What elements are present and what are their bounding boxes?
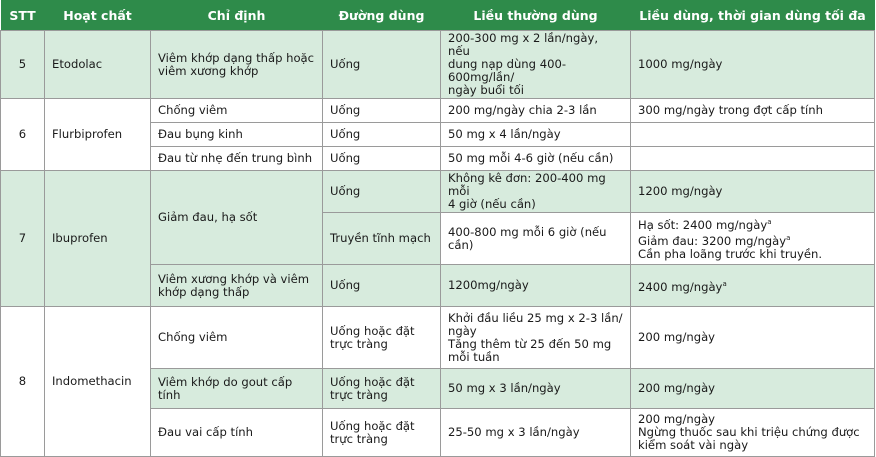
route-cell: Uống: [323, 265, 441, 307]
dose-cell: [441, 31, 631, 99]
text-line: mỗi tuần: [448, 349, 500, 364]
max-dose-cell: 200 mg/ngày: [631, 307, 875, 369]
text-line: [638, 232, 867, 248]
drug-cell: Etodolac: [45, 31, 151, 99]
route-cell: [323, 369, 441, 409]
route-cell: Uống: [323, 99, 441, 123]
text-span: Hạ sốt: 2400 mg/ngày: [638, 218, 768, 232]
max-dose-cell: 300 mg/ngày trong đợt cấp tính: [631, 99, 875, 123]
indication-cell: [151, 31, 323, 99]
text-line: Uống hoặc đặt: [330, 374, 415, 389]
text-span: Giảm đau: 3200 mg/ngày: [638, 233, 787, 248]
header-stt: STT: [1, 0, 45, 31]
route-cell: [323, 307, 441, 369]
dose-cell: [441, 171, 631, 213]
max-dose-cell: [631, 409, 875, 457]
indication-cell: Chống viêm: [151, 307, 323, 369]
indication-cell: Chống viêm: [151, 99, 323, 123]
stt-cell: 5: [1, 31, 45, 99]
text-line: Khởi đầu liều 25 mg x 2-3 lần/: [448, 310, 623, 325]
text-line: viêm xương khớp: [158, 63, 259, 78]
dose-cell: 50 mg mỗi 4-6 giờ (nếu cần): [441, 147, 631, 171]
text-line: Cần pha loãng trước khi truyền.: [638, 246, 823, 261]
text-line: Không kê đơn: 200-400 mg mỗi: [448, 171, 606, 198]
max-dose-cell: 1200 mg/ngày: [631, 171, 875, 213]
text-line: 4 giờ (nếu cần): [448, 197, 536, 211]
text-line: trực tràng: [330, 387, 388, 402]
footnote-mark: a: [786, 234, 791, 242]
max-dose-cell: [631, 265, 875, 307]
header-row: [1, 0, 875, 31]
text-line: ngày: [448, 323, 477, 338]
route-cell: Uống: [323, 123, 441, 147]
table-row: [1, 171, 875, 213]
route-cell: Uống: [323, 171, 441, 213]
drug-cell: Indomethacin: [45, 307, 151, 457]
dose-cell: 50 mg x 3 lần/ngày: [441, 369, 631, 409]
text-line: 200-300 mg x 2 lần/ngày, nếu: [448, 31, 599, 58]
dose-cell: 200 mg/ngày chia 2-3 lần: [441, 99, 631, 123]
header-route: Đường dùng: [323, 0, 441, 31]
header-max-dose: Liều dùng, thời gian dùng tối đa: [631, 0, 875, 31]
indication-cell: Viêm khớp do gout cấp tính: [151, 369, 323, 409]
stt-cell: 8: [1, 307, 45, 457]
header-active-ingredient: Hoạt chất: [45, 0, 151, 31]
max-dose-cell: 1000 mg/ngày: [631, 31, 875, 99]
text-line: 200 mg/ngày: [638, 412, 716, 426]
text-line: dung nạp dùng 400-600mg/lần/: [448, 57, 567, 84]
text-line: ngày buổi tối: [448, 83, 524, 97]
dose-cell: 25-50 mg x 3 lần/ngày: [441, 409, 631, 457]
text-line: 400-800 mg mỗi 6 giờ (nếu: [448, 224, 607, 239]
dose-cell: [441, 213, 631, 265]
table-row: [1, 307, 875, 369]
indication-cell: [151, 265, 323, 307]
text-line: trực tràng: [330, 431, 388, 446]
text-line: Tăng thêm từ 25 đến 50 mg: [448, 336, 612, 351]
indication-cell: Đau bụng kinh: [151, 123, 323, 147]
text-line: Uống hoặc đặt: [330, 418, 415, 433]
max-dose-cell: [631, 123, 875, 147]
route-cell: Uống: [323, 147, 441, 171]
drug-cell: Ibuprofen: [45, 171, 151, 307]
header-indication: Chỉ định: [151, 0, 323, 31]
text-line: Uống hoặc đặt: [330, 323, 415, 338]
text-line: Viêm xương khớp và viêm: [158, 271, 310, 286]
table-row: [1, 31, 875, 99]
dose-cell: 1200mg/ngày: [441, 265, 631, 307]
max-dose-cell: 200 mg/ngày: [631, 369, 875, 409]
text-line: cần): [448, 237, 474, 252]
footnote-mark: a: [722, 279, 727, 288]
dose-cell: 50 mg x 4 lần/ngày: [441, 123, 631, 147]
route-cell: Truyền tĩnh mạch: [323, 213, 441, 265]
route-cell: Uống: [323, 31, 441, 99]
max-dose-cell: [631, 213, 875, 265]
max-dose-cell: [631, 147, 875, 171]
header-usual-dose: Liều thường dùng: [441, 0, 631, 31]
indication-cell: Đau vai cấp tính: [151, 409, 323, 457]
stt-cell: 6: [1, 99, 45, 171]
dose-cell: [441, 307, 631, 369]
text-line: [638, 216, 867, 232]
text-line: Viêm khớp dạng thấp hoặc: [158, 50, 315, 65]
text-line: khớp dạng thấp: [158, 284, 250, 299]
stt-cell: 7: [1, 171, 45, 307]
text-line: Ngừng thuốc sau khi triệu chứng được: [638, 425, 860, 439]
drug-cell: Flurbiprofen: [45, 99, 151, 171]
text-span: 2400 mg/ngày: [638, 279, 723, 294]
text-line: trực tràng: [330, 336, 388, 351]
footnote-mark: a: [767, 218, 772, 227]
indication-cell: Giảm đau, hạ sốt: [151, 171, 323, 265]
route-cell: [323, 409, 441, 457]
text-line: kiểm soát vài ngày: [638, 438, 749, 452]
table-row: [1, 99, 875, 123]
indication-cell: Đau từ nhẹ đến trung bình: [151, 147, 323, 171]
